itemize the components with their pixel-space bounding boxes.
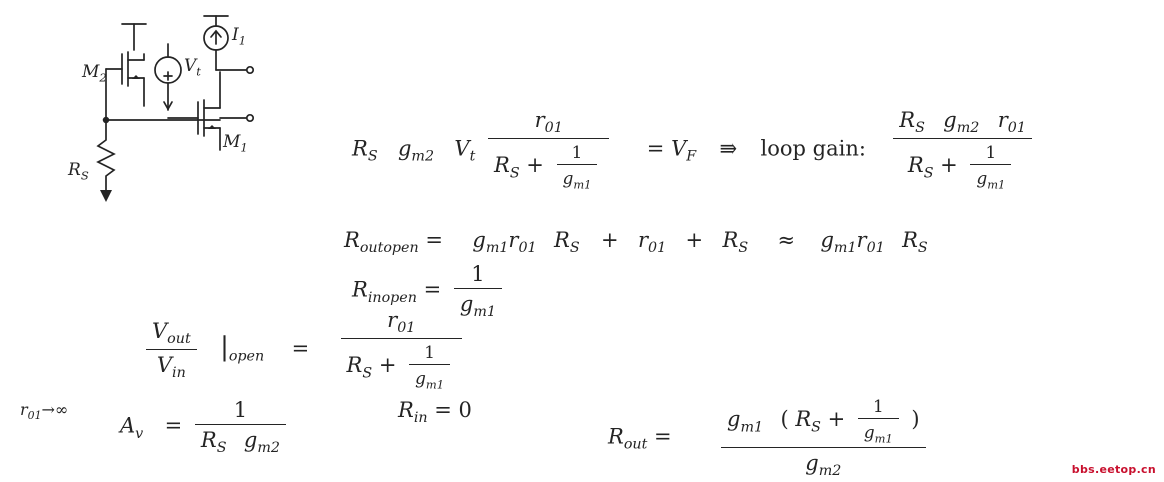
term-vt: V: [454, 136, 470, 161]
equation-loop-gain: $R_S$ $g_{m2}$ $V_t$ $r_{01}$ $R_S$ + $\frac{1}{g_{m1}}$ = $V_F$ ⇛ loop gain: $R_S$ $g_{m2}$ $r_{01}$ $R_S$ + $\frac{1}{g_{m1}}$: [352, 108, 1038, 192]
equation-rout-final: $R_{out}$ = $g_{m1}$ ( $R_S$ + $\frac{1}{g_{m1}}$ ) $g_{m2}$: [608, 396, 932, 480]
fraction-ro1-over-rs-plus-inv-gm1-2: $r_{01}$ $R_S$ + $\frac{1}{g_{m1}}$: [341, 308, 462, 392]
fraction-one-over-gm1-2: $\frac{1}{g_{m1}}$: [970, 142, 1011, 191]
fraction-one-over-gm1-4: $\frac{1}{g_{m1}}$: [409, 342, 450, 391]
equation-rout-open: $R_{outopen} = g_{m1}r_{01}$ $R_S + r_{01} + R_S \approx g_{m1}r_{01}$ $R_S$: [344, 228, 928, 257]
implies-arrow-icon: ⇛: [719, 136, 738, 161]
fraction-one-over-rs-gm2: $\frac{1}{R_S g_{m2}}$: [195, 398, 286, 456]
equation-vout-over-vin-open: $\frac{V_{out}}{V_{in}}$ $|_{open}$ = $r_{01}$ $R_S$ + $\frac{1}{g_{m1}}$: [140, 308, 468, 392]
fraction-rout-expression: $g_{m1}$ ( $R_S$ + $\frac{1}{g_{m1}}$ ) $g_{m2}$: [721, 396, 926, 480]
condition-ro-to-infinity: $r_{01}\to\infty$: [20, 400, 69, 423]
term-rs: R: [352, 136, 368, 161]
evaluation-bar: |: [220, 332, 229, 363]
label-i1: $I_1$: [232, 25, 247, 48]
label-m1: $M_1$: [223, 132, 248, 155]
label-vt: $V_t$: [184, 56, 201, 79]
equals-sign: =: [646, 136, 665, 161]
fraction-ro1-over-rs-plus-inv-gm1: $r_{01}$ $R_S$ + $\frac{1}{g_{m1}}$: [488, 108, 609, 192]
equation-av: $A_v$ = $\frac{1}{R_S g_{m2}}$: [120, 398, 292, 456]
label-m2: $M_2$: [82, 62, 107, 85]
circuit-schematic-svg: [60, 10, 360, 220]
term-vf: V: [671, 136, 687, 161]
fraction-one-over-gm1: $\frac{1}{g_{m1}}$: [557, 142, 598, 191]
term-gm2: g: [397, 136, 412, 161]
equation-rin-zero: $R_{in} = 0$: [398, 398, 472, 427]
equation-rin-open: $R_{inopen}$ = $\frac{1}{g_{m1}}$: [352, 262, 508, 320]
fraction-vout-over-vin: $\frac{V_{out}}{V_{in}}$: [146, 319, 197, 381]
approx-sign: ≈: [777, 228, 796, 252]
loop-gain-label: loop gain:: [760, 136, 866, 161]
label-rs: $R_S$: [68, 160, 89, 183]
fraction-one-over-gm1-5: $\frac{1}{g_{m1}}$: [858, 396, 899, 445]
fraction-one-over-gm1-3: $\frac{1}{g_{m1}}$: [454, 262, 502, 320]
fraction-loop-gain: $R_S$ $g_{m2}$ $r_{01}$ $R_S$ + $\frac{1}{g_{m1}}$: [893, 108, 1032, 192]
circuit-diagram: [60, 10, 360, 220]
watermark: bbs.eetop.cn: [1071, 463, 1156, 476]
